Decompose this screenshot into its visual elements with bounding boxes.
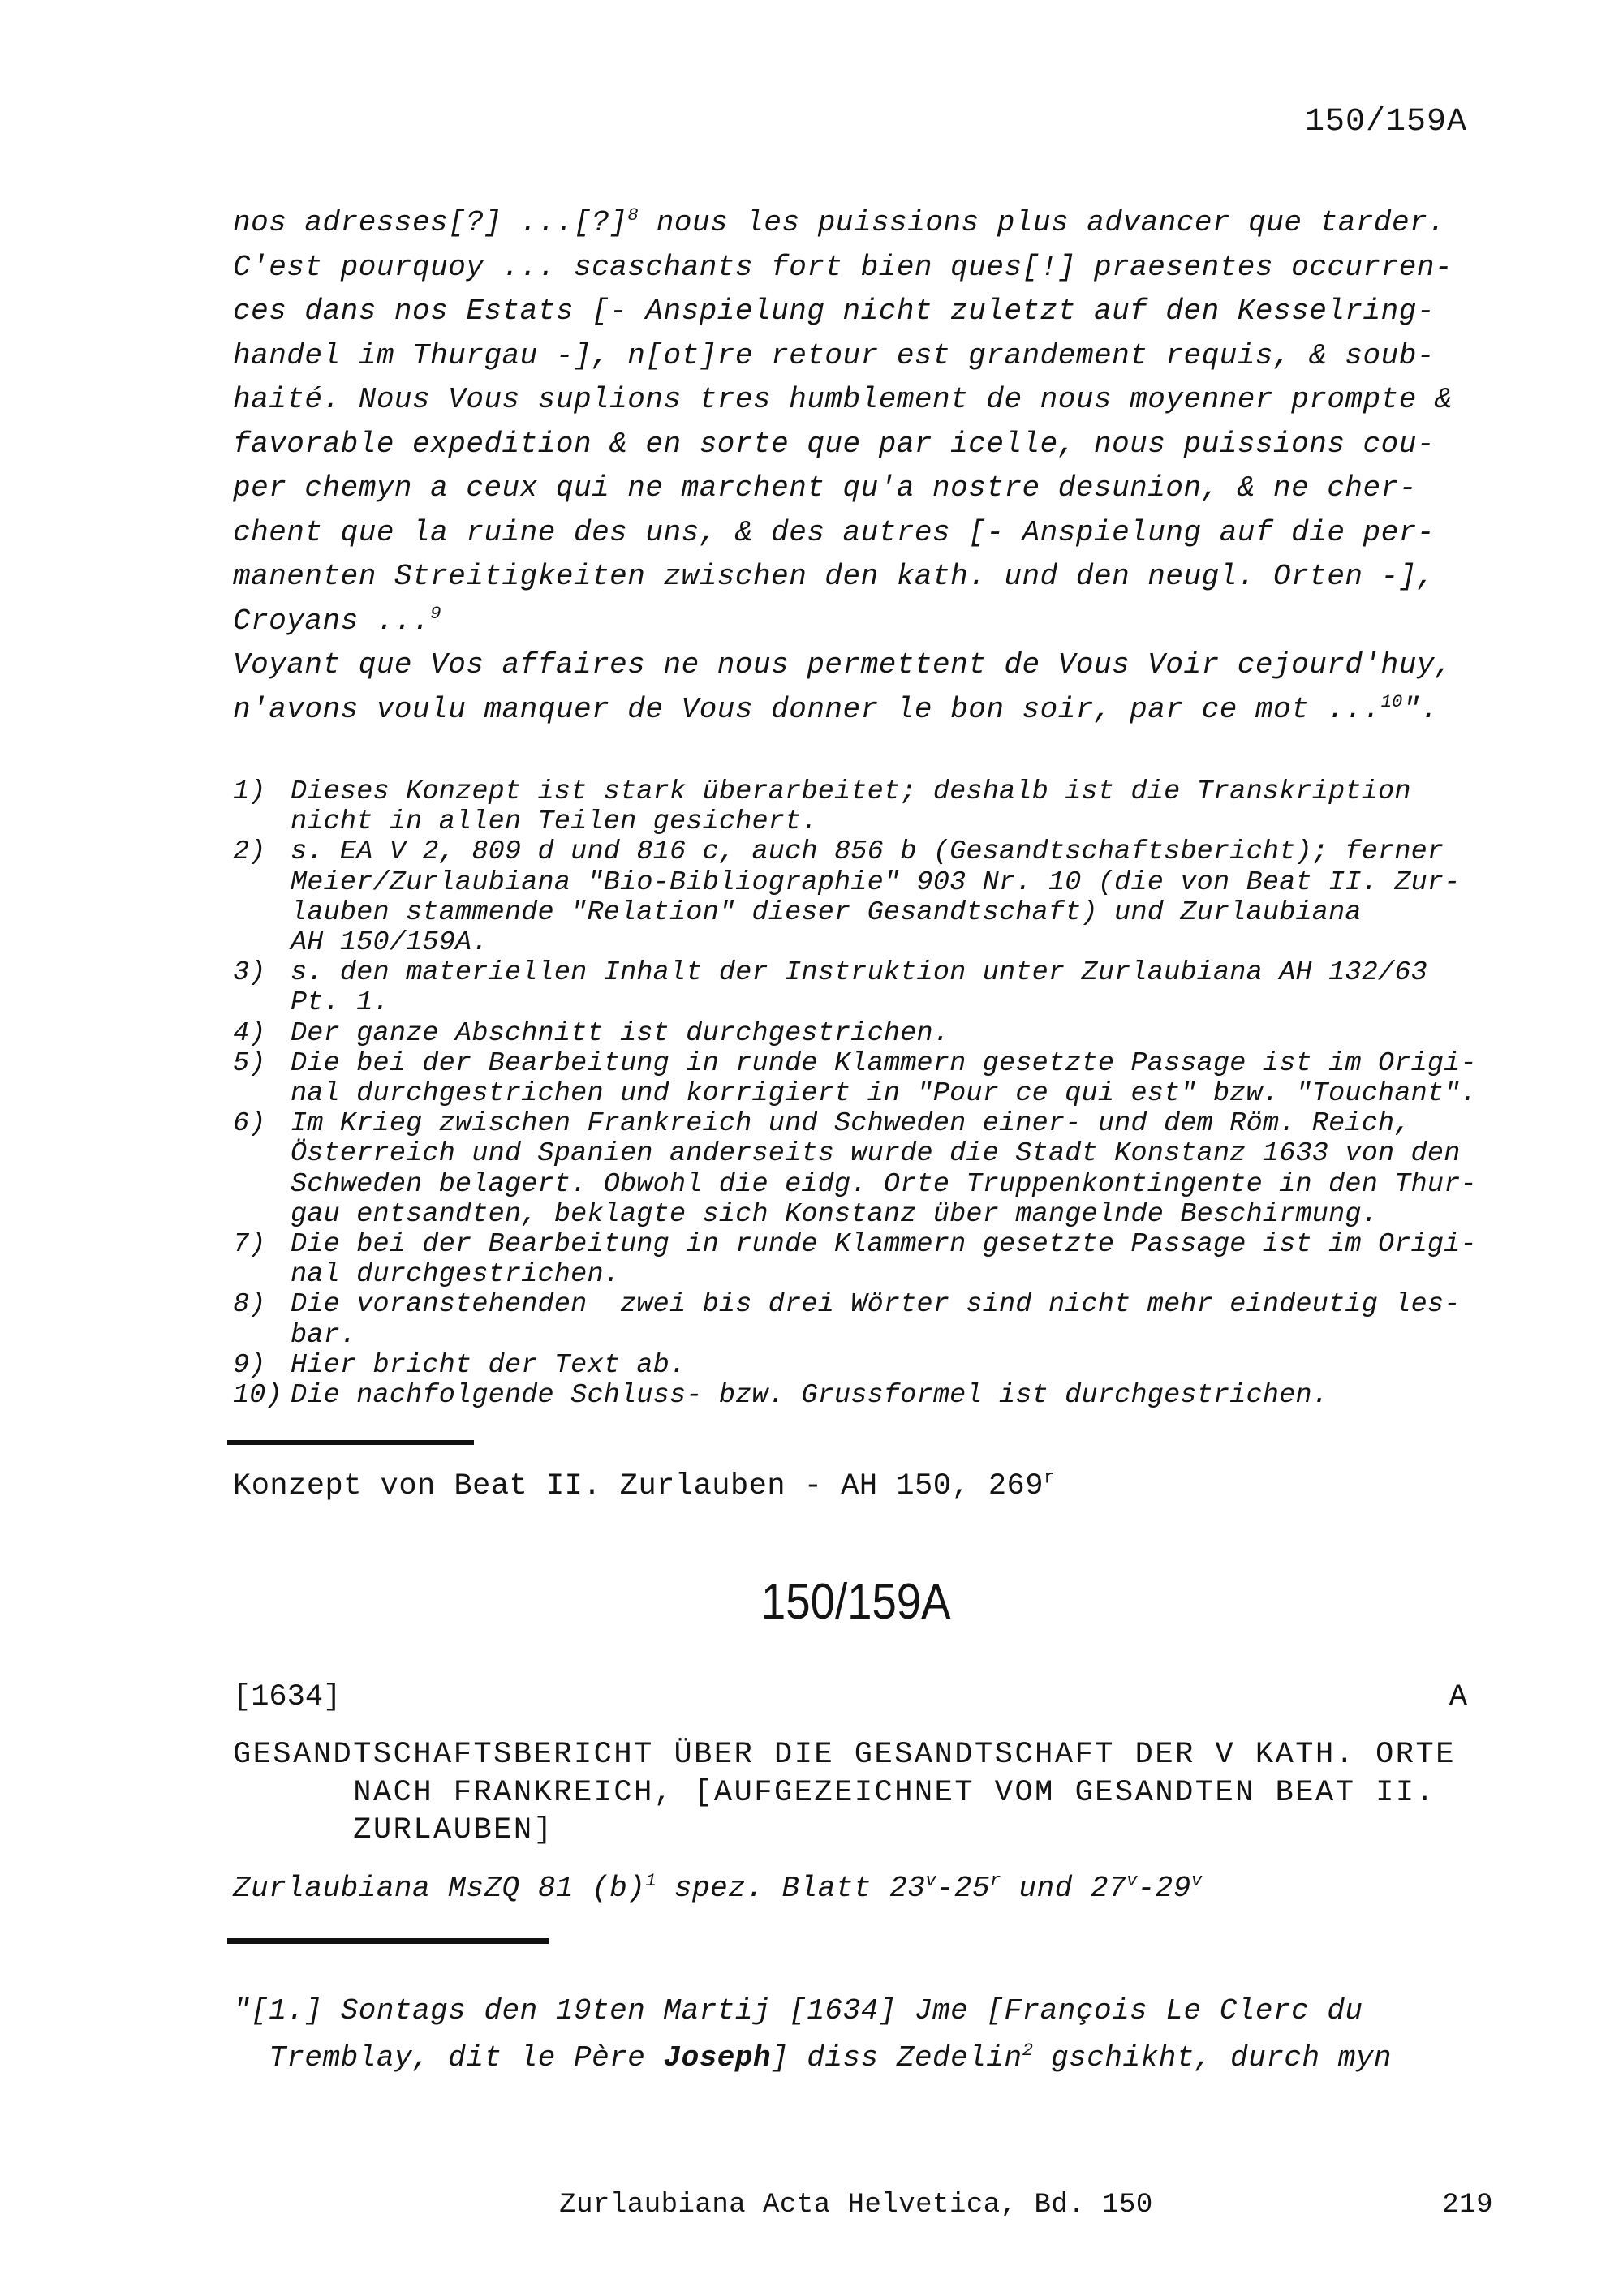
footnote-number: 7): [233, 1229, 266, 1261]
footnote-number: 2): [233, 836, 266, 868]
footnote-3: [233, 958, 1499, 1018]
footnote-10: [233, 1381, 1499, 1411]
footnote-number: 6): [233, 1108, 266, 1140]
footnote-7: [233, 1230, 1499, 1290]
footnote-text: Dieses Konzept ist stark überarbeitet; deshalb ist die Transkription nicht in allen Teilen gesichert.: [291, 776, 1411, 838]
entry-meta-row: [233, 1679, 1467, 1715]
footnote-text: Die bei der Bearbeitung in runde Klammern gesetzte Passage ist im Origi- nal durchgestrichen und korrigiert in "Pour ce qui est" bzw. "Touchant".: [291, 1047, 1477, 1110]
entry-heading: 150/159A: [761, 1574, 951, 1630]
footer-imprint: Zurlaubiana Acta Helvetica, Bd. 150: [559, 2190, 1153, 2221]
page-header-reference: 150/159A: [1304, 104, 1467, 140]
entry-title: GESANDTSCHAFTSBERICHT ÜBER DIE GESANDTSCHAFT DER V KATH. ORTE NACH FRANKREICH, [AUFGEZEICHNET VOM GESANDTEN BEAT II. ZURLAUBEN]: [233, 1738, 1456, 1847]
entry-quote-text: "[1.] Sontags den 19ten Martij [1634] Jme [François Le Clerc du Tremblay, dit le Père Joseph] diss Zedelin$^2$ gschikht, durch myn: [233, 1994, 1393, 2075]
footnote-number: 8): [233, 1289, 266, 1321]
source-attribution-note: Konzept von Beat II. Zurlauben - AH 150, 269$^r$: [233, 1467, 1055, 1503]
transcription-text: nos adresses[?] ...[?]$^8$ nous les puissions plus advancer que tarder. C'est pourquoy ... scaschants fort bien ques[!] praesentes occurren- ces dans nos Estats [- Anspielung nicht zuletzt auf den Kesselring- handel im Thurgau -], n[ot]re retour est grandement requis, & soub- haité. Nous Vous suplions tres humblement de nous moyenner prompte & favorable expedition & en sorte que par icelle, nous puissions cou- per chemyn a ceux qui ne marchent qu'a nostre desunion, & ne cher- chent que la ruine des uns, & des autres [- Anspielung auf die per- manenten Streitigkeiten zwischen den kath. und den neugl. Orten -], Croyans ...$^9$ Voyant que Vos affaires ne nous permettent de Vous Voir cejourd'huy, n'avons voulu manquer de Vous donner le bon soir, par ce mot ...$^{10}$".: [233, 204, 1453, 726]
footnote-number: 3): [233, 957, 266, 989]
footnote-text: s. EA V 2, 809 d und 816 c, auch 856 b (Gesandtschaftsbericht); ferner Meier/Zurlaubiana "Bio-Bibliographie" 903 Nr. 10 (die von Beat II. Zur- lauben stammende "Relation" dieser Gesandtschaft) und Zurlaubiana AH 150/159A.: [291, 836, 1461, 959]
footnote-1: [233, 777, 1499, 837]
footnote-9: [233, 1351, 1499, 1381]
footnote-text: Der ganze Abschnitt ist durchgestrichen.: [291, 1017, 950, 1049]
separator-rule: [227, 1440, 474, 1445]
footnote-number: 10): [233, 1380, 282, 1412]
footnote-5: [233, 1049, 1499, 1109]
entry-series-letter: A: [1449, 1680, 1467, 1714]
separator-rule-2: [227, 1938, 549, 1944]
footnotes-section: [233, 777, 1499, 1411]
footnote-text: Die voranstehenden zwei bis drei Wörter sind nicht mehr eindeutig les- bar.: [291, 1289, 1461, 1351]
footnote-text: Die nachfolgende Schluss- bzw. Grussformel ist durchgestrichen.: [291, 1380, 1329, 1412]
footnote-text: Hier bricht der Text ab.: [291, 1349, 687, 1381]
footnote-number: 9): [233, 1349, 266, 1381]
footnote-number: 1): [233, 776, 266, 807]
footnote-text: s. den materiellen Inhalt der Instruktion unter Zurlaubiana AH 132/63 Pt. 1.: [291, 957, 1427, 1019]
footnote-text: Im Krieg zwischen Frankreich und Schweden einer- und dem Röm. Reich, Österreich und Spanien anderseits wurde die Stadt Konstanz 1633 von den Schweden belagert. Obwohl die eidg. Orte Truppenkontingente in den Thur- gau entsandten, beklagte sich Konstanz über mangelnde Beschirmung.: [291, 1108, 1477, 1230]
footnote-number: 5): [233, 1047, 266, 1079]
entry-heading-row: [233, 1574, 1479, 1631]
entry-year: [1634]: [233, 1680, 342, 1714]
footer-page-number: 219: [1442, 2190, 1493, 2221]
footnote-8: [233, 1290, 1499, 1350]
footnote-4: [233, 1019, 1499, 1049]
footnote-text: Die bei der Bearbeitung in runde Klammern gesetzte Passage ist im Origi- nal durchgestrichen.: [291, 1229, 1477, 1291]
footnote-2: [233, 837, 1499, 958]
footnote-6: [233, 1109, 1499, 1230]
footnote-number: 4): [233, 1017, 266, 1049]
entry-source-reference: Zurlaubiana MsZQ 81 $(b)^1$ spez. Blatt 23$^v$-25$^r$ und 27$^v$-29$^v$: [233, 1870, 1203, 1905]
